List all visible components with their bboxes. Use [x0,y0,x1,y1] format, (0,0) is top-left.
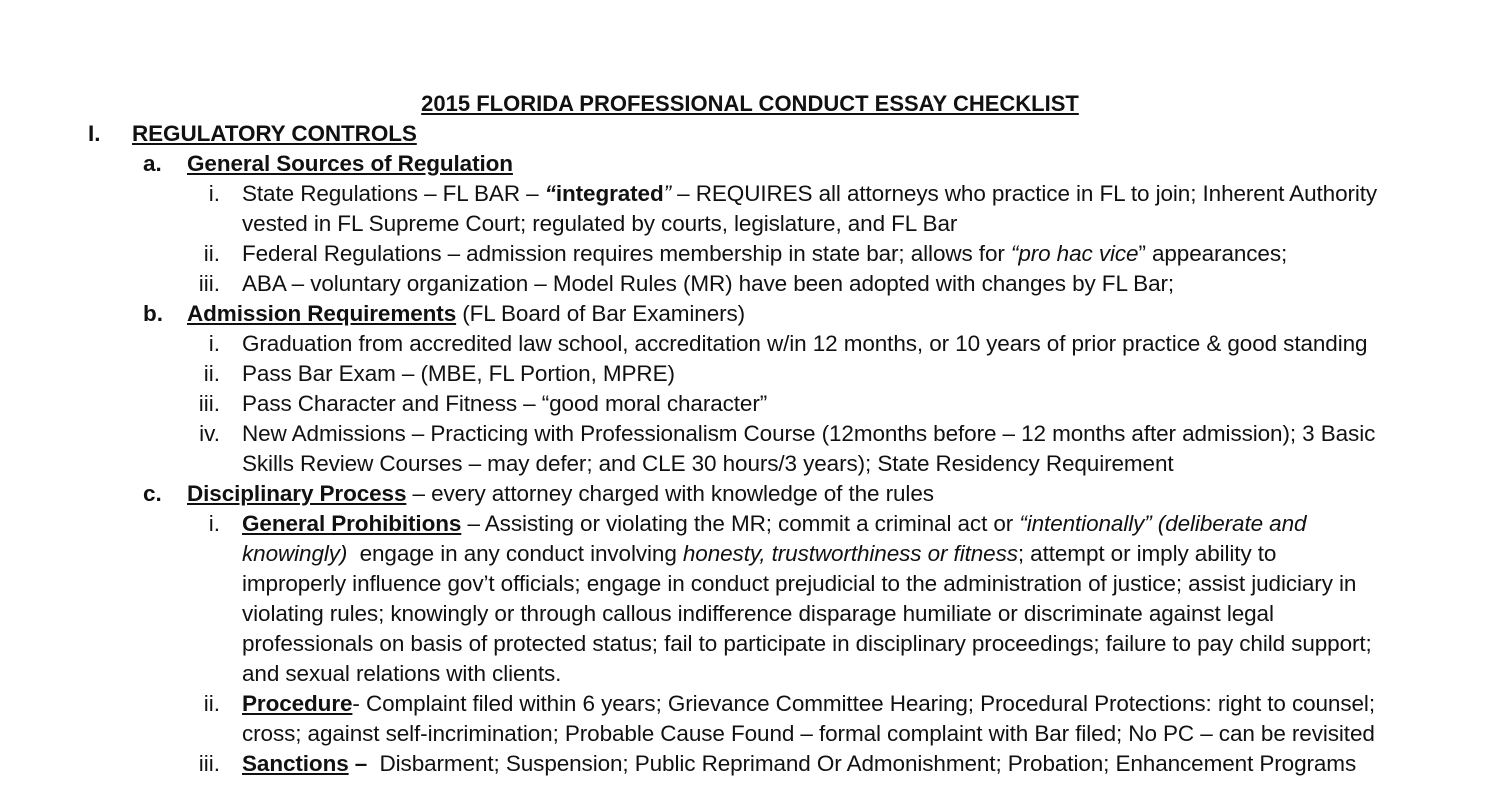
item-c-i-line1: General Prohibitions – Assisting or violating the MR; commit a criminal act or “intentionally” (deliberate and [242,511,1307,536]
item-c-iii-number: iii. [198,751,220,776]
item-c-i-number: i. [208,511,220,536]
item-a-iii-text: ABA – voluntary organization – Model Rules (MR) have been adopted with changes by FL Bar; [242,271,1175,296]
item-c-i-line3: improperly influence gov’t officials; engage in conduct prejudicial to the administration of justice; assist judiciary in [242,571,1357,596]
item-a-i-line1: State Regulations – FL BAR – “integrated” – REQUIRES all attorneys who practice in FL to join; Inherent Authority [242,181,1378,206]
document-title: 2015 FLORIDA PROFESSIONAL CONDUCT ESSAY CHECKLIST [421,91,1079,116]
item-b-iv-line1: New Admissions – Practicing with Professionalism Course (12months before – 12 months after admission); 3 Basic [242,421,1376,446]
subsection-a-heading: General Sources of Regulation [187,151,513,176]
subsection-a-number: a. [143,151,162,176]
subsection-b-heading: Admission Requirements (FL Board of Bar Examiners) [187,301,746,326]
item-b-i-number: i. [208,331,220,356]
item-c-i-line4: violating rules; knowingly or through callous indifference disparage humiliate or discriminate against legal [242,601,1274,626]
section-number: I. [88,121,101,146]
item-a-i-line2: vested in FL Supreme Court; regulated by courts, legislature, and FL Bar [242,211,958,236]
item-b-ii-text: Pass Bar Exam – (MBE, FL Portion, MPRE) [242,361,675,386]
item-c-i-line2: knowingly) engage in any conduct involving honesty, trustworthiness or fitness; attempt or imply ability to [242,541,1277,566]
item-b-ii-number: ii. [203,361,220,386]
section-heading: REGULATORY CONTROLS [132,121,417,146]
item-b-iv-line2: Skills Review Courses – may defer; and CLE 30 hours/3 years); State Residency Requirement [242,451,1174,476]
item-a-ii-text: Federal Regulations – admission requires membership in state bar; allows for “pro hac vice” appearances; [242,241,1288,266]
item-b-iv-number: iv. [199,421,220,446]
item-c-i-line5: professionals on basis of protected status; fail to participate in disciplinary proceedings; failure to pay child support; [242,631,1372,656]
subsection-c-heading: Disciplinary Process – every attorney charged with knowledge of the rules [187,481,934,506]
item-c-i-line6: and sexual relations with clients. [242,661,562,686]
item-b-i-text: Graduation from accredited law school, accreditation w/in 12 months, or 10 years of prior practice & good standing [242,331,1368,356]
item-c-ii-line2: cross; against self-incrimination; Probable Cause Found – formal complaint with Bar filed; No PC – can be revisited [242,721,1375,746]
subsection-c-number: c. [143,481,162,506]
item-a-ii-number: ii. [203,241,220,266]
item-c-ii-line1: Procedure- Complaint filed within 6 years; Grievance Committee Hearing; Procedural Protections: right to counsel; [242,691,1375,716]
item-a-iii-number: iii. [198,271,220,296]
item-a-i-number: i. [208,181,220,206]
item-b-iii-number: iii. [198,391,220,416]
subsection-b-number: b. [143,301,163,326]
item-c-ii-number: ii. [203,691,220,716]
item-c-iii-text: Sanctions – Disbarment; Suspension; Public Reprimand Or Admonishment; Probation; Enhancement Programs [242,751,1357,776]
item-b-iii-text: Pass Character and Fitness – “good moral character” [242,391,768,416]
